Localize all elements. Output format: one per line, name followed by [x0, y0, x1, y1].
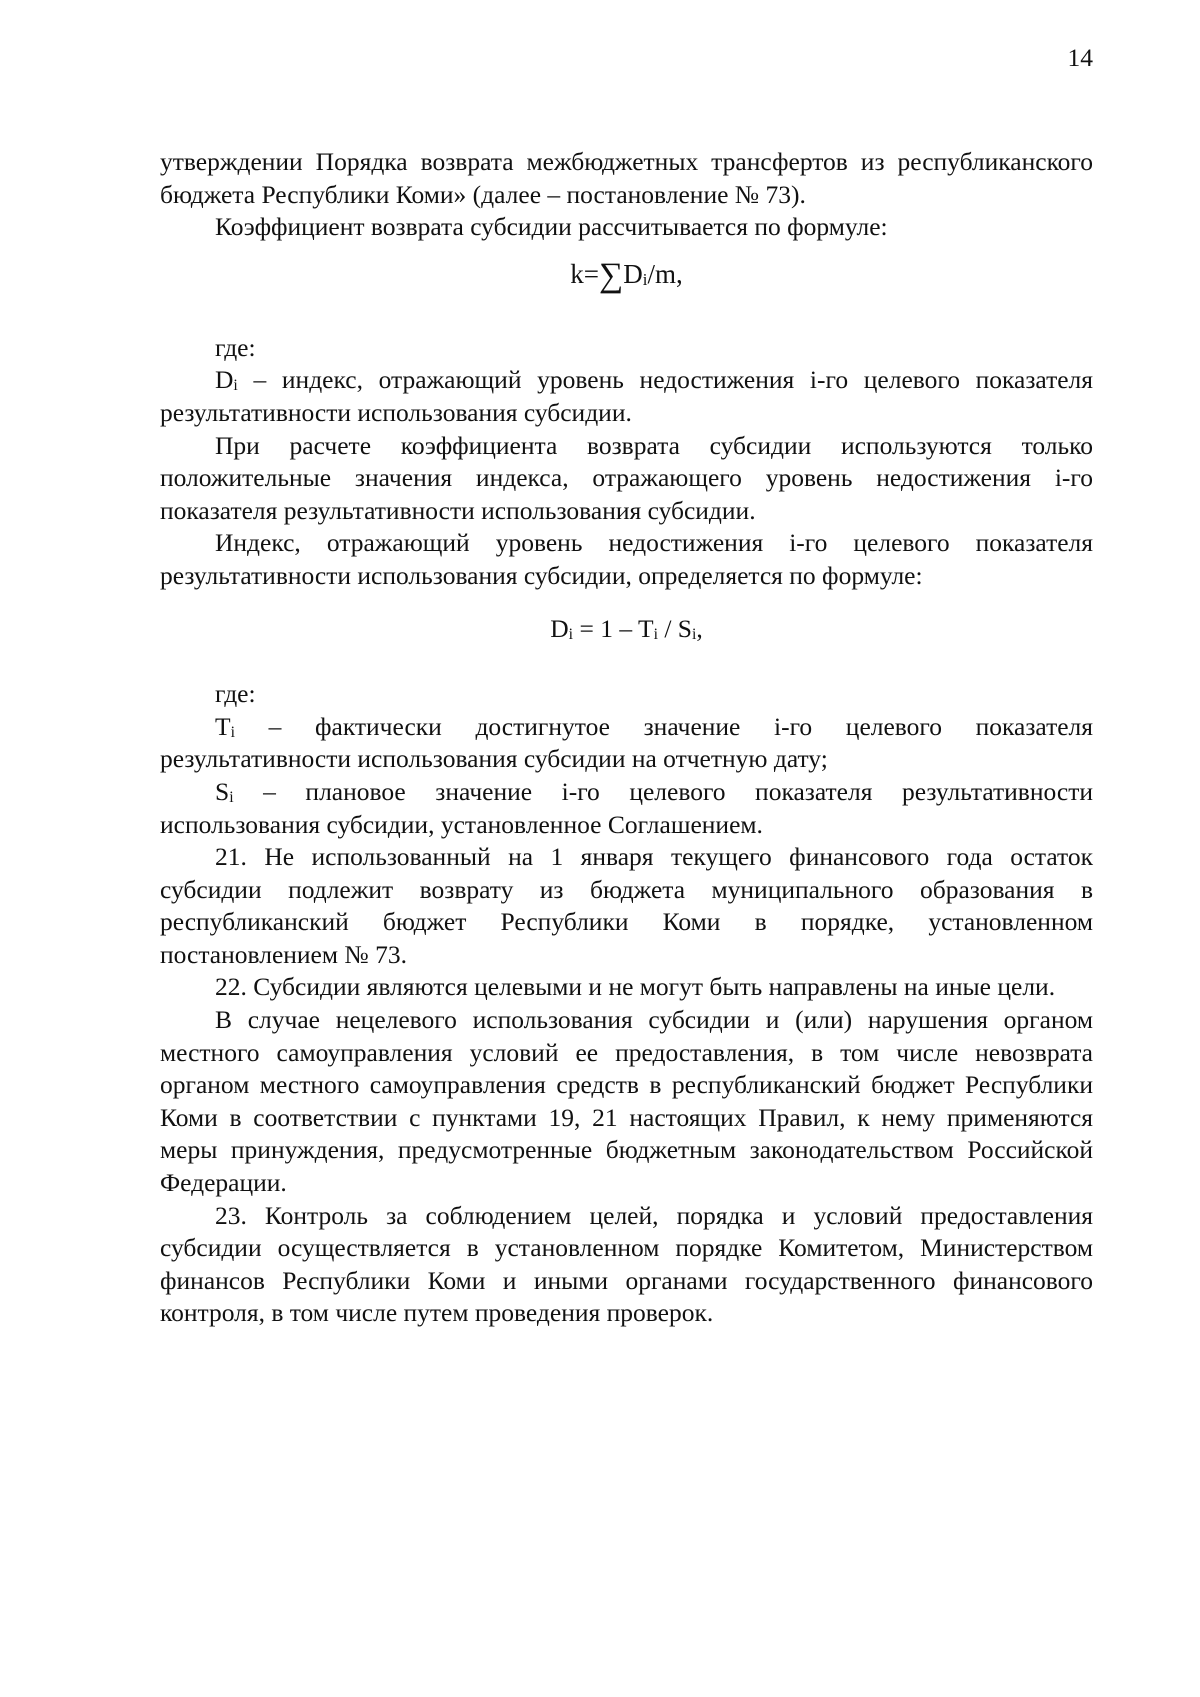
- paragraph-22: 22. Субсидии являются целевыми и не могут быть направлены на иные цели.: [215, 972, 1056, 1002]
- paragraph-23: 23. Контроль за соблюдением целей, порядка и условий предоставления субсидии осуществляется в установленном порядке Комитетом, Министерством финансов Республики Коми и иными органами государственного финансового контроля, в том числе путем проведения проверок.: [160, 1200, 1093, 1328]
- definition-s: [160, 776, 1093, 841]
- formula-d-tail: ,: [696, 613, 703, 643]
- formula-k-tail: ,: [675, 258, 683, 289]
- definition-d: [160, 364, 1093, 429]
- formula-k-subscript: i: [642, 269, 648, 289]
- paragraph-continuation: утверждении Порядка возврата межбюджетных трансфертов из республиканского бюджета Республики Коми» (далее – постановление № 73).: [160, 147, 1093, 209]
- document-body: [160, 146, 1093, 1330]
- where-label: где:: [215, 332, 256, 362]
- formula-t-subscript: i: [653, 625, 658, 643]
- formula-d: [160, 613, 1093, 646]
- definition-s-subscript: i: [229, 788, 234, 806]
- definition-t-text: – фактически достигнутое значение i-го целевого показателя результативности использования субсидии на отчетную дату;: [160, 711, 1093, 774]
- formula-d-middle: = 1 – T: [573, 613, 654, 643]
- definition-s-text: – плановое значение i-го целевого показателя результативности использования субсидии, установленное Соглашением.: [160, 776, 1093, 839]
- formula-k-var: D: [623, 258, 643, 289]
- where-label-2: где:: [215, 679, 256, 709]
- formula-d-slash: / S: [657, 613, 692, 643]
- definition-d-symbol: D: [215, 365, 234, 395]
- paragraph-misuse: В случае нецелевого использования субсидии и (или) нарушения органом местного самоуправления условий ее предоставления, в том числе невозврата органом местного самоуправления средств в республиканский бюджет Республики Коми в соответствии с пунктами 19, 21 настоящих Правил, к нему применяются меры принуждения, предусмотренные бюджетным законодательством Российской Федерации.: [160, 1005, 1093, 1198]
- paragraph-index-formula-intro: Индекс, отражающий уровень недостижения i-го целевого показателя результативности использования субсидии, определяется по формуле:: [160, 528, 1093, 590]
- formula-k-rest: /m: [647, 258, 676, 289]
- definition-d-subscript: i: [233, 377, 238, 395]
- formula-d-subscript: i: [568, 625, 574, 643]
- paragraph-positive-values: При расчете коэффициента возврата субсидии используются только положительные значения индекса, отражающего уровень недостижения i-го показателя результативности использования субсидии.: [160, 430, 1093, 525]
- sum-symbol: ∑: [599, 256, 624, 294]
- definition-d-text: – индекс, отражающий уровень недостижения i-го целевого показателя результативности использования субсидии.: [160, 365, 1093, 427]
- definition-t-subscript: i: [230, 723, 235, 741]
- formula-k-lhs: k=: [570, 258, 600, 289]
- page-number: 14: [1067, 43, 1093, 72]
- definition-t: [160, 711, 1093, 776]
- definition-t-symbol: T: [215, 711, 231, 741]
- formula-s-subscript: i: [691, 625, 697, 643]
- paragraph-21: 21. Не использованный на 1 января текущего финансового года остаток субсидии подлежит возврату из бюджета муниципального образования в республиканский бюджет Республики Коми в порядке, установленном постановлением № 73.: [160, 842, 1093, 969]
- formula-k: [160, 258, 1093, 293]
- definition-s-symbol: S: [215, 776, 230, 806]
- formula-d-var: D: [550, 613, 569, 643]
- paragraph-formula-intro: Коэффициент возврата субсидии рассчитывается по формуле:: [215, 212, 888, 242]
